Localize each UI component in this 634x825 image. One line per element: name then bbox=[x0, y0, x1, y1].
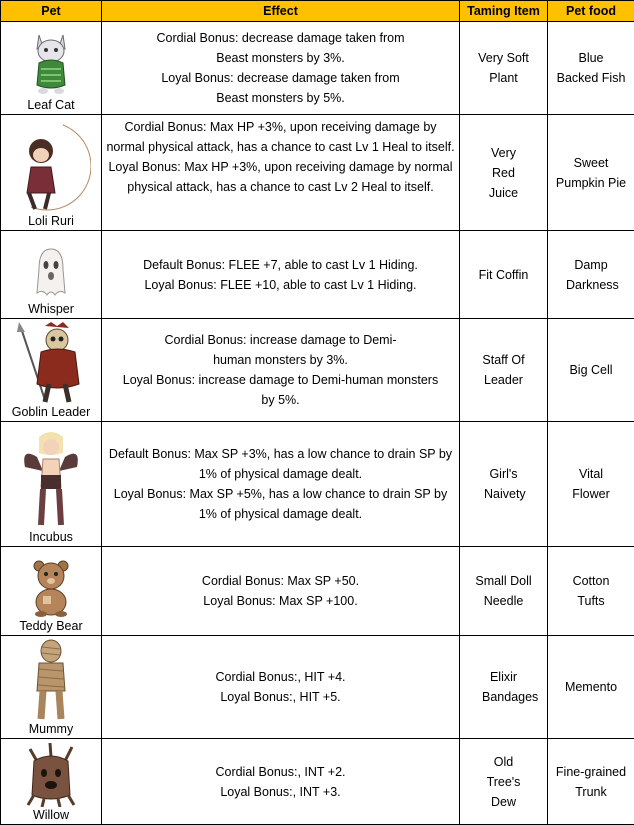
leaf-cat-icon bbox=[29, 29, 73, 97]
table-row bbox=[1, 422, 634, 547]
effect-line: Loyal Bonus: Max SP +100. bbox=[203, 594, 358, 608]
effect-line: Loyal Bonus: decrease damage taken from Beast monsters by 5%. bbox=[161, 71, 400, 105]
pet-name: Goblin Leader bbox=[11, 405, 91, 419]
pet-name: Teddy Bear bbox=[19, 619, 83, 633]
pet-cell bbox=[1, 115, 102, 231]
table-row bbox=[1, 319, 634, 422]
loli-ruri-icon bbox=[11, 121, 91, 213]
effect-line: Default Bonus: FLEE +7, able to cast Lv 1 Hiding. bbox=[143, 257, 418, 272]
table-row bbox=[1, 636, 634, 739]
pet-cell bbox=[1, 231, 102, 319]
effect-line: Cordial Bonus:, INT +2. bbox=[215, 764, 346, 779]
pet-name: Leaf Cat bbox=[27, 98, 75, 112]
effect-cell bbox=[102, 231, 460, 319]
table-row bbox=[1, 739, 634, 825]
effect-line: Loyal Bonus: increase damage to Demi-human monsters by 5%. bbox=[122, 373, 439, 407]
pet-food-cell: Cotton Tufts bbox=[548, 547, 634, 636]
pet-cell bbox=[1, 636, 102, 739]
teddy-bear-icon bbox=[29, 556, 73, 618]
header-effect: Effect bbox=[102, 1, 460, 22]
effect-line: Cordial Bonus: decrease damage taken from Beast monsters by 3%. bbox=[156, 31, 405, 65]
taming-item-cell: Small Doll Needle bbox=[460, 547, 548, 636]
header-pet: Pet bbox=[1, 1, 102, 22]
goblin-leader-icon bbox=[15, 320, 87, 404]
header-row bbox=[1, 1, 634, 22]
pet-food-cell: Sweet Pumpkin Pie bbox=[548, 115, 634, 231]
pet-name: Mummy bbox=[28, 722, 74, 736]
effect-cell bbox=[102, 422, 460, 547]
table-row bbox=[1, 547, 634, 636]
effect-cell bbox=[102, 22, 460, 115]
effect-line: Loyal Bonus:, HIT +5. bbox=[220, 690, 341, 704]
pet-cell bbox=[1, 422, 102, 547]
table-row bbox=[1, 22, 634, 115]
effect-cell bbox=[102, 115, 460, 231]
pet-name: Incubus bbox=[29, 530, 73, 544]
pet-food-cell: Fine-grained Trunk bbox=[548, 739, 634, 825]
taming-item-cell: Very Soft Plant bbox=[460, 22, 548, 115]
pet-food-cell: Big Cell bbox=[548, 319, 634, 422]
header-taming-item: Taming Item bbox=[460, 1, 548, 22]
pet-name: Whisper bbox=[28, 302, 74, 316]
effect-cell bbox=[102, 636, 460, 739]
taming-item-cell: Girl's Naivety bbox=[460, 422, 548, 547]
mummy-icon bbox=[29, 637, 73, 721]
pet-food-cell: Vital Flower bbox=[548, 422, 634, 547]
taming-item-cell: Fit Coffin bbox=[460, 231, 548, 319]
table-row bbox=[1, 115, 634, 231]
pet-cell bbox=[1, 547, 102, 636]
taming-item-cell: Elixir Bandages bbox=[460, 636, 548, 739]
pet-cell bbox=[1, 22, 102, 115]
effect-line: Loyal Bonus: Max SP +5%, has a low chance to drain SP by 1% of physical damage dealt. bbox=[113, 487, 448, 521]
effect-cell bbox=[102, 319, 460, 422]
effect-line: Loyal Bonus: FLEE +10, able to cast Lv 1 Hiding. bbox=[144, 277, 417, 292]
effect-line: Loyal Bonus: Max HP +3%, upon receiving damage by normal physical attack, has a chance to cast Lv 2 Heal to itself. bbox=[108, 159, 453, 194]
effect-line: Default Bonus: Max SP +3%, has a low chance to drain SP by 1% of physical damage dealt. bbox=[108, 447, 453, 481]
incubus-icon bbox=[19, 427, 83, 529]
effect-line: Cordial Bonus: increase damage to Demi-human monsters by 3%. bbox=[164, 333, 397, 367]
effect-line: Loyal Bonus:, INT +3. bbox=[220, 784, 341, 799]
table-row bbox=[1, 231, 634, 319]
whisper-icon bbox=[31, 245, 71, 301]
effect-line: Cordial Bonus: Max HP +3%, upon receiving damage by normal physical attack, has a chance to cast Lv 1 Heal to itself. bbox=[106, 119, 455, 154]
pet-food-cell: Memento bbox=[548, 636, 634, 739]
pet-cell bbox=[1, 739, 102, 825]
taming-item-cell: Very Red Juice bbox=[460, 115, 548, 231]
taming-item-cell: Old Tree's Dew bbox=[460, 739, 548, 825]
pet-food-cell: Damp Darkness bbox=[548, 231, 634, 319]
taming-item-cell: Staff Of Leader bbox=[460, 319, 548, 422]
pet-food-cell: Blue Backed Fish bbox=[548, 22, 634, 115]
pet-cell bbox=[1, 319, 102, 422]
effect-line: Cordial Bonus: Max SP +50. bbox=[201, 574, 360, 588]
effect-line: Cordial Bonus:, HIT +4. bbox=[215, 670, 346, 684]
effect-cell bbox=[102, 739, 460, 825]
header-pet-food: Pet food bbox=[548, 1, 634, 22]
willow-icon bbox=[24, 743, 78, 807]
pet-name: Loli Ruri bbox=[28, 214, 74, 228]
effect-cell bbox=[102, 547, 460, 636]
pet-name: Willow bbox=[32, 808, 70, 822]
